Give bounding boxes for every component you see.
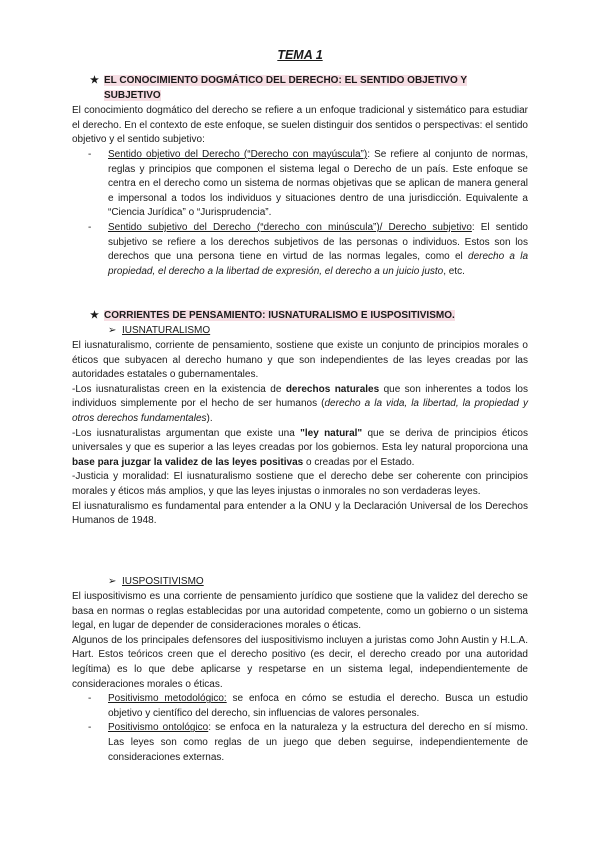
arrow-bullet-icon: ➢ [108,325,117,336]
section1-intro: El conocimiento dogmático del derecho se refiere a un enfoque tradicional y sistemático para estudiar el derecho. En el contexto de este enfoque, se suelen distinguir dos sentidos o perspectivas: el sentido objetivo y el sentido subjetivo: [72,105,528,146]
section1-heading: ★ EL CONOCIMIENTO DOGMÁTICO DEL DERECHO: EL SENTIDO OBJETIVO Y SUBJETIVO [90,75,468,101]
list-item: - Positivismo ontológico: se enfoca en la naturaleza y la estructura del derecho en sí mismo. Las leyes son como reglas de un juego que deben seguirse, independientemente de consideraciones externas. [88,722,528,763]
iusnaturalismo-body [72,339,528,529]
document-title: TEMA 1 [277,48,323,62]
star-bullet-icon: ★ [90,75,99,86]
paragraph: -Justicia y moralidad: El iusnaturalismo sostiene que el derecho debe ser coherente con principios morales y éticos más amplios, y que las leyes injustas o inmorales no son verdaderas leyes. [72,471,528,497]
star-bullet-icon: ★ [90,310,99,321]
list-item: - Sentido subjetivo del Derecho (“derecho con minúscula”)/ Derecho subjetivo: El sentido subjetivo se refiere a los derechos subjetivos de las personas o individuos. Estos son los derechos que una persona tiene en virtud de las normas legales, como el derecho a la propiedad, el derecho a la libertad de expresión, el derecho a un juicio justo, etc. [88,221,528,277]
paragraph: Algunos de los principales defensores del iuspositivismo incluyen a juristas como John Austin y H.L.A. Hart. Estos teóricos creen que el derecho positivo (es decir, el derecho creado por una autoridad legítima) es lo que debe aplicarse y respetarse en un sistema legal, independientemente de consideraciones morales o éticas. [72,634,528,690]
list-item: - Positivismo metodológico: se enfoca en cómo se estudia el derecho. Busca un estudio objetivo y científico del derecho, sin influencias de valores personales. [88,693,528,719]
arrow-bullet-icon: ➢ [108,576,117,587]
subheading-iuspositivismo: ➢ IUSPOSITIVISMO [72,575,528,590]
paragraph: El iusnaturalismo, corriente de pensamiento, sostiene que existe un conjunto de principios morales o éticos que subyacen al derecho humano y que son independientes de las leyes creadas por las autoridades estatales o gubernamentales. [72,340,528,381]
section1-list [72,148,528,279]
paragraph: -Los iusnaturalistas creen en la existencia de derechos naturales que son inherentes a todos los individuos simplemente por el hecho de ser humanos (derecho a la vida, la libertad, la propiedad y otros derechos fundamentales). [72,383,528,424]
section2-heading: ★ CORRIENTES DE PENSAMIENTO: IUSNATURALISMO E IUSPOSITIVISMO. [72,309,528,324]
paragraph: El iuspositivismo es una corriente de pensamiento jurídico que sostiene que la validez del derecho se basa en normas o reglas establecidas por una autoridad competente, como un gobierno o un sistema legal, en lugar de depender de consideraciones morales o éticas. [72,591,528,632]
subheading-iusnaturalismo: ➢ IUSNATURALISMO [72,324,528,339]
list-item: - Sentido objetivo del Derecho (“Derecho con mayúscula”): Se refiere al conjunto de normas, reglas y principios que componen el sistema legal o Derecho de un país. Este enfoque se centra en el derecho como un sistema de normas objetivas que se aplican de manera general e impersonal a todos los individuos y situaciones dentro de una jurisdicción. Equivalente a “Ciencia Jurídica” o “Jurisprudencia”. [88,149,528,219]
paragraph: El iusnaturalismo es fundamental para entender a la ONU y la Declaración Universal de los Derechos Humanos de 1948. [72,500,528,527]
paragraph: -Los iusnaturalistas argumentan que existe una "ley natural" que se deriva de principios éticos universales y que es superior a las leyes creadas por los gobiernos. Esta ley natural proporciona una base para juzgar la validez de las leyes positivas o creadas por el Estado. [72,427,528,468]
iuspositivismo-body [72,590,528,765]
